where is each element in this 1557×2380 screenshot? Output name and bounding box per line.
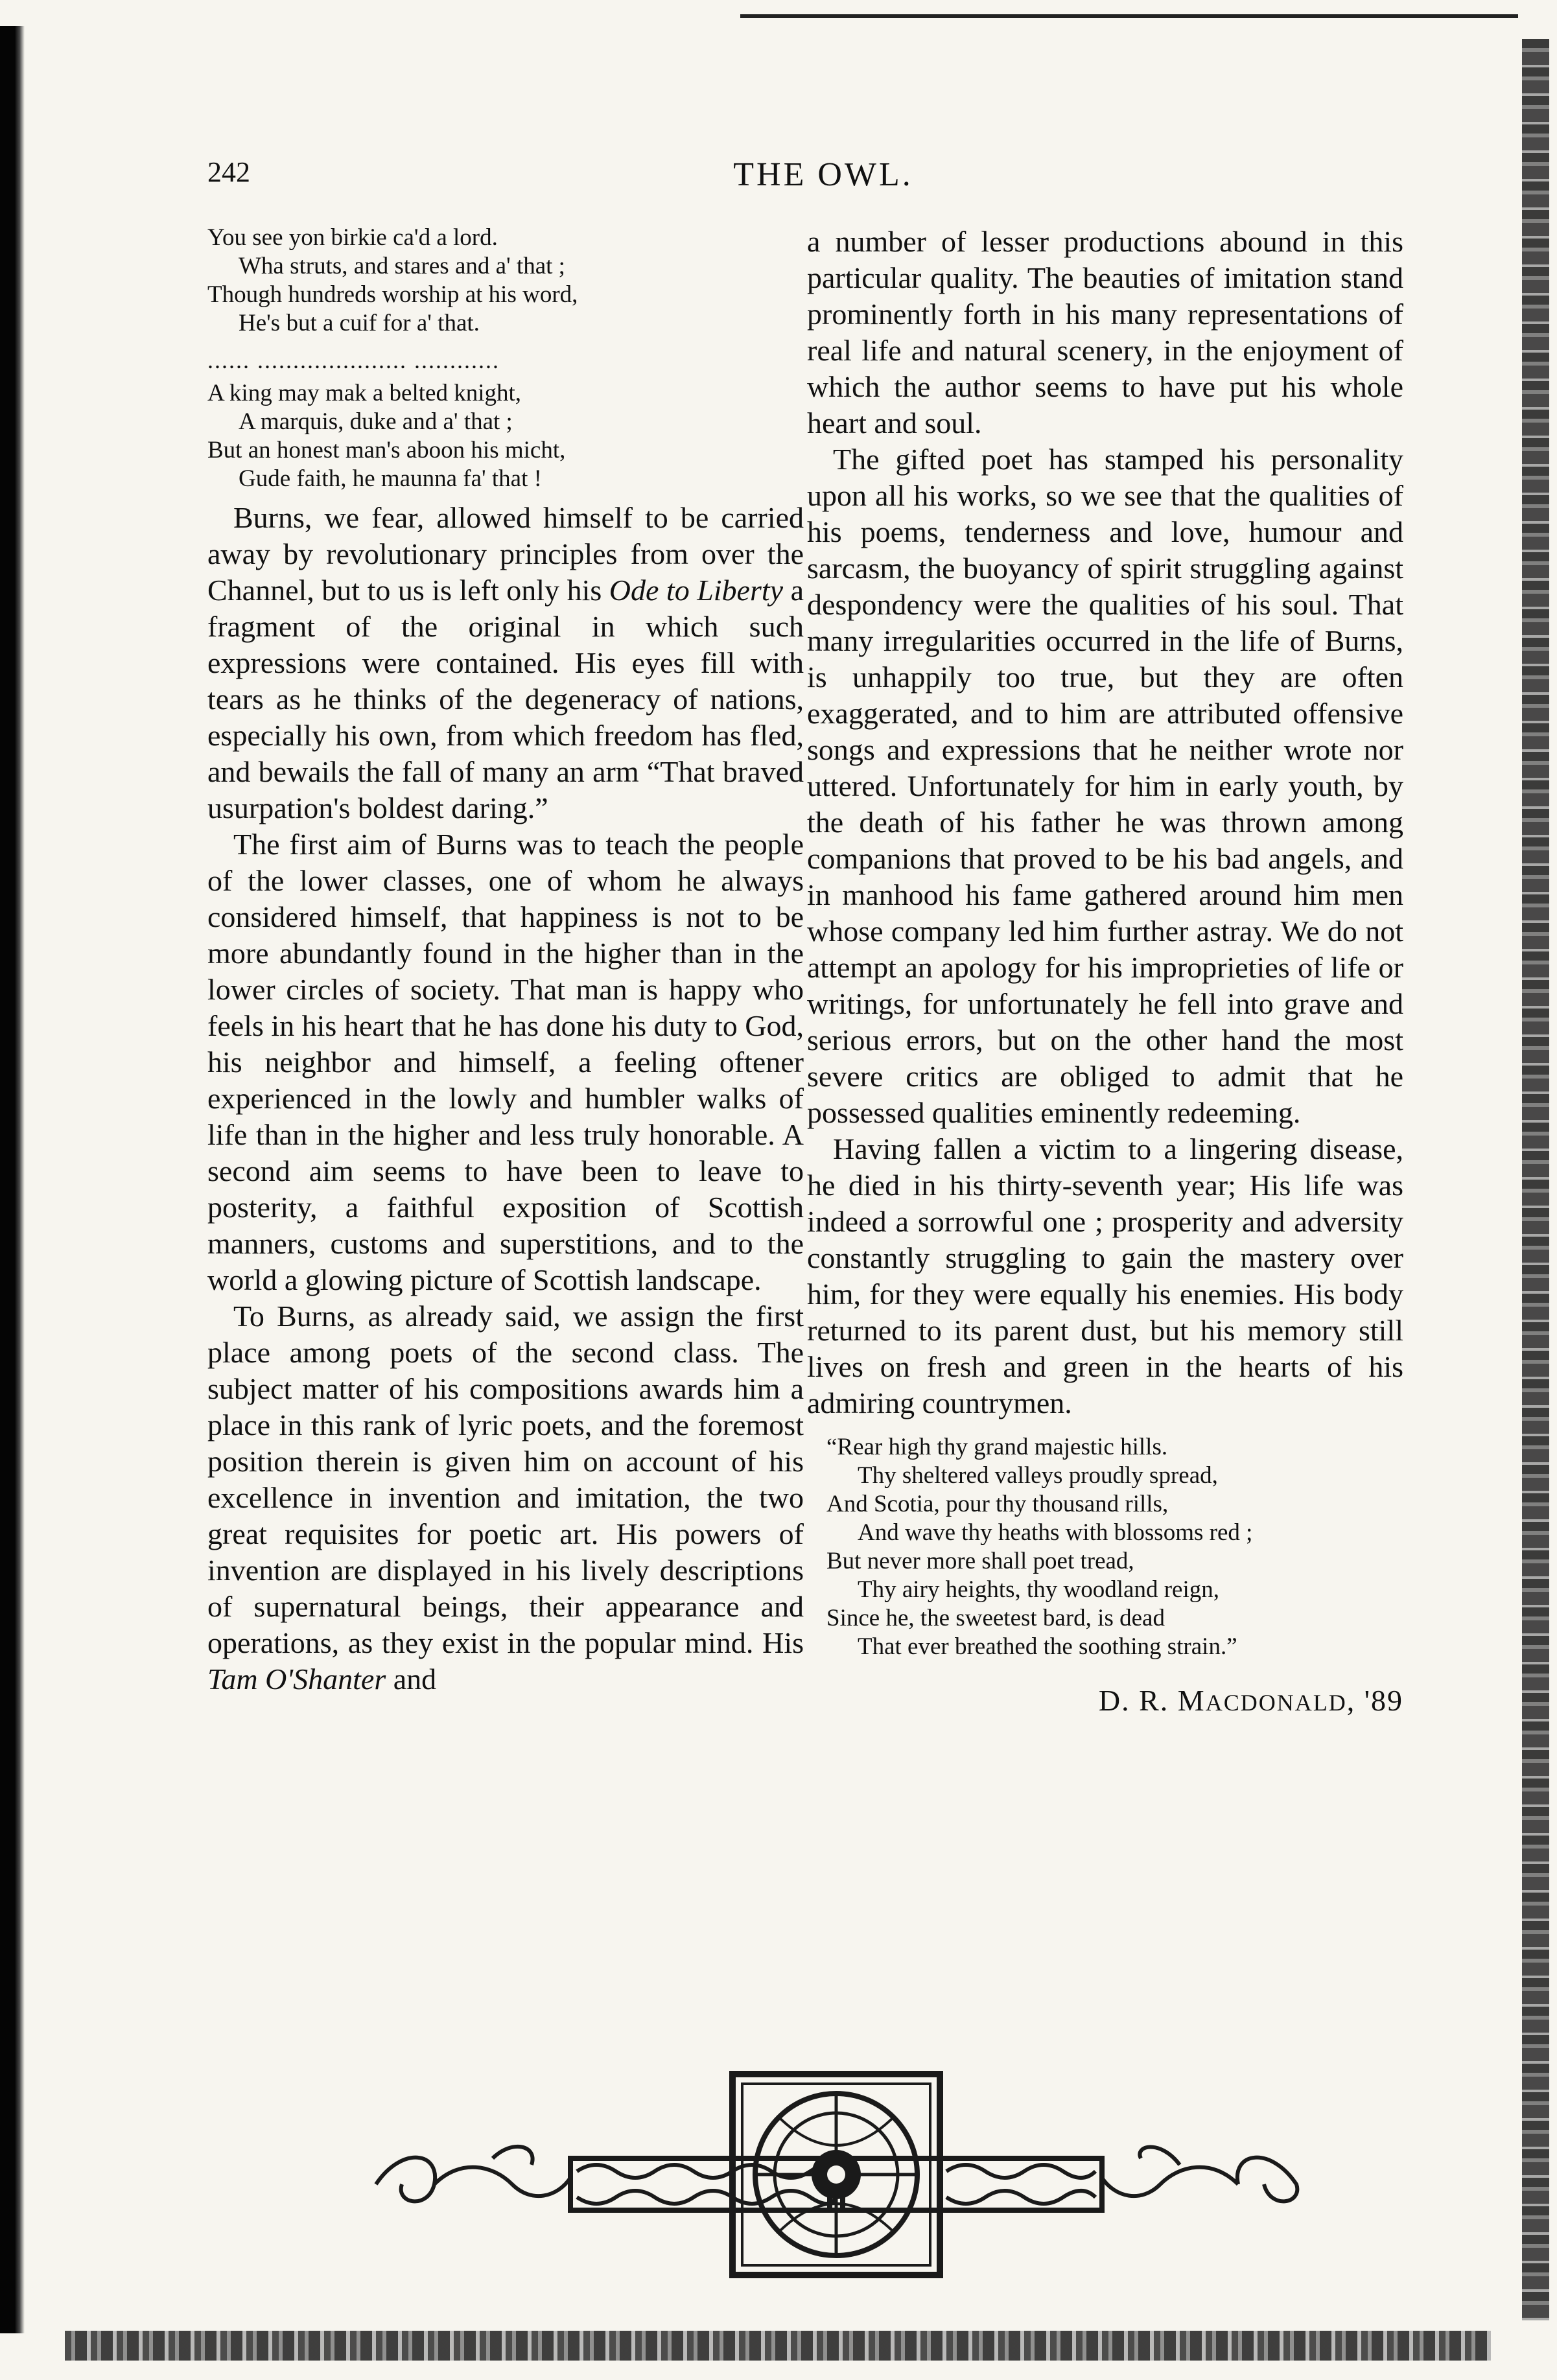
- verse-line: He's but a cuif for a' that.: [239, 310, 480, 336]
- scan-edge-left: [0, 26, 25, 2333]
- italic-title: Ode to Liberty: [609, 574, 784, 607]
- verse-line: Thy sheltered valleys proudly spread,: [858, 1462, 1218, 1489]
- ornament-graphic: [363, 2061, 1309, 2281]
- verse-stanza-2: [207, 379, 804, 493]
- verse-line: And Scotia, pour thy thousand rills,: [826, 1491, 1169, 1517]
- text-run: To Burns, as already said, we assign the first place among poets of the second class. The subject matter of his compositions awards him a place in this rank of lyric poets, and the foremost position therein is given him on account of his excellence in invention and imitation, the two great requisites for poetic art. His powers of invention are displayed in his lively descriptions of supernatural beings, their appearance and operations, as they exist in the popular mind. His: [207, 1300, 804, 1659]
- verse-line: “Rear high thy grand majestic hills.: [826, 1434, 1168, 1460]
- scan-edge-right: [1522, 39, 1549, 2320]
- celtic-knot-ornament-icon: [363, 2061, 1309, 2281]
- signature-year: , '89: [1346, 1684, 1403, 1717]
- text-run: Burns, we fear, allowed himself to be carried away by revolutionary principles from over the Channel, but to us is left only his: [207, 501, 804, 607]
- left-column: [207, 224, 804, 1698]
- verse-line: Though hundreds worship at his word,: [207, 281, 578, 308]
- text-run: a fragment of the original in which such expressions were contained. His eyes fill with tears as he thinks of the degeneracy of nations, especially his own, from which freedom has fled, and bewails the fall of many an arm “That braved usurpation's boldest daring.”: [207, 574, 804, 824]
- verse-line: Since he, the sweetest bard, is dead: [826, 1605, 1165, 1631]
- author-signature: [807, 1683, 1403, 1718]
- verse-line: A king may mak a belted knight,: [207, 380, 521, 406]
- verse-stanza-1: [207, 224, 804, 338]
- closing-verse: [807, 1433, 1403, 1661]
- running-title: THE OWL.: [733, 156, 913, 193]
- body-paragraph: The gifted poet has stamped his personality upon all his works, so we see that the qualities of his poems, tenderness and love, humour and sarcasm, the buoyancy of spirit struggling against despondency were the qualities of his soul. That many irregularities occurred in the life of Burns, is unhappily too true, but they are often exaggerated, and to him are attributed offensive songs and expressions that he neither wrote nor uttered. Unfortunately for him in early youth, by the death of his father he was thrown among companions that proved to be his bad angels, and in manhood his fame gathered around him men whose company led him further astray. We do not attempt an apology for his improprieties of life or writings, for unfortunately he fell into grave and serious errors, but on the other hand the most severe critics are obliged to admit that he possessed qualities eminently redeeming.: [807, 443, 1403, 1129]
- page-header: [207, 156, 1439, 207]
- body-paragraph: [207, 1298, 804, 1698]
- verse-line: Thy airy heights, thy woodland reign,: [858, 1576, 1219, 1603]
- verse-line: But never more shall poet tread,: [826, 1548, 1134, 1574]
- page-number: 242: [207, 156, 250, 188]
- verse-ellipsis: ...... ..................... ............: [207, 347, 500, 373]
- right-column: [807, 224, 1403, 1718]
- scan-edge-top: [740, 14, 1518, 18]
- body-paragraph: Having fallen a victim to a lingering disease, he died in his thirty-seventh year; His life was indeed a sorrowful one ; prosperity and adversity constantly struggling to gain the mastery over him, for they were equally his enemies. His body returned to its parent dust, but his memory still lives on fresh and green in the hearts of his admiring countrymen.: [807, 1132, 1403, 1419]
- italic-title: Tam O'Shanter: [207, 1662, 386, 1696]
- signature-small-caps: ACDONALD: [1205, 1690, 1347, 1716]
- verse-line: And wave thy heaths with blossoms red ;: [858, 1519, 1253, 1546]
- verse-line: Wha struts, and stares and a' that ;: [239, 253, 565, 279]
- scan-edge-bottom: [65, 2331, 1491, 2361]
- verse-line: But an honest man's aboon his micht,: [207, 437, 566, 463]
- verse-line: Gude faith, he maunna fa' that !: [239, 465, 542, 492]
- body-paragraph: a number of lesser productions abound in this particular quality. The beauties of imitation stand prominently forth in his many representations of real life and natural scenery, in the enjoyment of which the author seems to have put his whole heart and soul.: [807, 225, 1403, 439]
- verse-line: A marquis, duke and a' that ;: [239, 408, 513, 435]
- body-paragraph: [207, 500, 804, 826]
- verse-line: That ever breathed the soothing strain.”: [858, 1633, 1237, 1660]
- verse-line: You see yon birkie ca'd a lord.: [207, 224, 498, 251]
- text-run: and: [386, 1662, 437, 1696]
- body-paragraph: The first aim of Burns was to teach the people of the lower classes, one of whom he always considered himself, that happiness is not to be more abundantly found in the higher than in the lower circles of society. That man is happy who feels in his heart that he has done his duty to God, his neighbor and himself, a feeling oftener experienced in the lowly and humbler walks of life than in the higher and less truly honorable. A second aim seems to have been to leave to posterity, a faithful exposition of Scottish manners, customs and superstitions, and to the world a glowing picture of Scottish landscape.: [207, 828, 804, 1296]
- signature-initial: D. R. M: [1098, 1684, 1206, 1717]
